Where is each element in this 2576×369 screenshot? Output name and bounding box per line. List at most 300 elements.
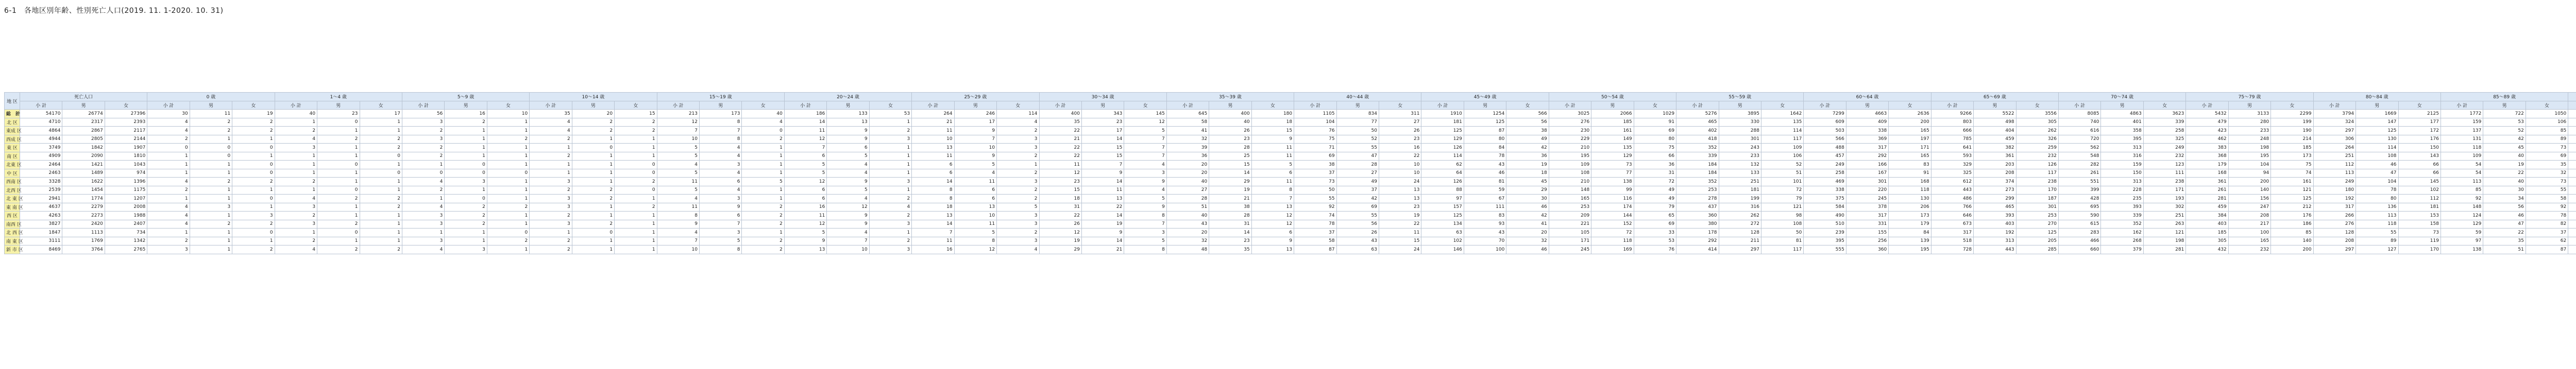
table-cell: 203	[1974, 161, 2016, 169]
table-cell: 361	[2186, 178, 2228, 186]
sub-header: 男	[62, 101, 105, 110]
table-cell: 5	[784, 169, 826, 178]
table-cell: 118	[1591, 237, 1634, 245]
table-cell: 78	[1464, 152, 1506, 161]
table-cell: 12	[1039, 229, 1081, 237]
table-cell: 2	[742, 135, 784, 144]
table-cell: 4	[742, 118, 784, 127]
table-cell: 35	[2483, 237, 2526, 245]
table-cell: 2	[232, 127, 275, 135]
table-cell: 187	[2016, 195, 2058, 203]
table-cell: 1	[869, 118, 911, 127]
table-cell: 316	[1719, 203, 1761, 212]
table-cell: 1	[360, 127, 402, 135]
table-cell: 720	[2059, 135, 2101, 144]
age-group-header: 75～79 歳	[2186, 93, 2313, 101]
age-group-header: 65～69 歳	[1931, 93, 2058, 101]
table-cell: 325	[1931, 169, 1973, 178]
table-cell: 2	[275, 212, 317, 220]
table-cell: 1	[360, 237, 402, 245]
table-cell: 4	[1124, 161, 1166, 169]
table-cell: 56	[402, 110, 444, 118]
table-cell: 73	[2398, 229, 2441, 237]
sub-header: 小 計	[1676, 101, 1719, 110]
table-cell: 13	[827, 118, 869, 127]
table-cell: 125	[1421, 212, 1464, 220]
table-cell: 1	[572, 178, 614, 186]
table-cell: 214	[2271, 135, 2313, 144]
table-cell: 55	[1294, 195, 1336, 203]
table-cell: 21	[1039, 135, 1081, 144]
table-cell: 20	[1166, 229, 1209, 237]
table-cell: 153	[2398, 212, 2441, 220]
table-cell: 2	[997, 169, 1039, 178]
table-cell: 612	[1931, 178, 1973, 186]
table-cell: 83	[1889, 161, 1931, 169]
table-cell: 19	[232, 110, 275, 118]
table-cell: 42	[1336, 195, 1379, 203]
table-cell: 80	[1464, 135, 1506, 144]
table-cell: 263	[2143, 220, 2185, 229]
table-cell: 104	[1294, 118, 1336, 127]
table-cell: 11	[912, 152, 954, 161]
table-cell: 264	[912, 110, 954, 118]
table-cell: 5	[827, 152, 869, 161]
district-name: 西成 区	[5, 135, 20, 144]
table-cell: 11	[657, 203, 699, 212]
table-cell: 40	[742, 110, 784, 118]
sub-header: 小 計	[2441, 101, 2483, 110]
district-name: 東成 区	[5, 127, 20, 135]
table-cell: 0	[190, 152, 232, 161]
table-cell: 131	[2441, 135, 2483, 144]
table-cell: 43	[1166, 220, 1209, 229]
table-cell: 1	[360, 161, 402, 169]
table-cell: 62	[1421, 161, 1464, 169]
table-cell: 70	[1464, 237, 1506, 245]
table-cell: 1	[869, 152, 911, 161]
table-cell: 81	[1464, 178, 1506, 186]
table-cell: 974	[105, 169, 147, 178]
table-cell: 195	[2228, 152, 2270, 161]
table-cell: 8085	[2059, 110, 2101, 118]
table-cell: 174	[1591, 203, 1634, 212]
table-cell: 2	[487, 237, 529, 245]
table-cell: 55	[1336, 212, 1379, 220]
table-cell: 66	[1634, 152, 1676, 161]
table-cell: 14	[912, 220, 954, 229]
table-cell: 1	[487, 152, 529, 161]
table-cell: 1	[742, 152, 784, 161]
table-cell: 235	[2101, 195, 2143, 203]
table-cell: 2	[530, 237, 572, 245]
table-cell: 12	[784, 178, 826, 186]
table-cell: 2	[615, 178, 657, 186]
table-cell: 121	[1761, 203, 1803, 212]
table-cell: 94	[2228, 169, 2270, 178]
table-cell: 89	[2526, 135, 2568, 144]
table-cell: 2539	[20, 186, 62, 195]
table-cell: 2	[615, 118, 657, 127]
table-cell: 184	[1676, 169, 1719, 178]
table-cell: 22	[1081, 203, 1124, 212]
table-cell: 3	[869, 245, 911, 254]
table-cell: 0	[232, 195, 275, 203]
table-cell: 165	[1889, 127, 1931, 135]
table-cell: 0	[317, 161, 360, 169]
sub-header: 男	[572, 101, 614, 110]
table-cell: 51	[1761, 169, 1803, 178]
table-cell: 75	[1294, 135, 1336, 144]
table-cell: 457	[1804, 152, 1846, 161]
table-cell: 4	[402, 178, 444, 186]
table-cell: 3	[530, 220, 572, 229]
table-cell: 92	[2441, 195, 2483, 203]
table-cell: 19	[1081, 220, 1124, 229]
table-cell: 2941	[20, 195, 62, 203]
sub-header: 男	[2228, 101, 2270, 110]
table-cell: 1	[360, 220, 402, 229]
table-cell: 87	[1464, 127, 1506, 135]
table-cell: 108	[2356, 152, 2398, 161]
table-cell: 1254	[1464, 110, 1506, 118]
table-cell: 205	[2016, 237, 2058, 245]
table-cell: 13	[912, 212, 954, 220]
table-cell: 2	[572, 220, 614, 229]
table-cell: 63	[1421, 229, 1464, 237]
table-cell: 1	[572, 135, 614, 144]
table-cell: 2	[275, 178, 317, 186]
table-cell: 1	[487, 186, 529, 195]
table-cell: 641	[1931, 144, 1973, 152]
table-cell: 1	[487, 127, 529, 135]
table-cell: 78	[2356, 186, 2398, 195]
table-cell: 6	[954, 186, 996, 195]
table-cell: 125	[1464, 118, 1506, 127]
table-cell: 65	[1634, 212, 1676, 220]
table-cell: 185	[2271, 144, 2313, 152]
table-cell: 51	[1166, 203, 1209, 212]
table-cell: 2	[232, 118, 275, 127]
table-cell: 29	[1039, 245, 1081, 254]
table-cell: 1	[190, 212, 232, 220]
table-cell: 193	[2143, 195, 2185, 203]
table-cell	[2568, 178, 2576, 186]
table-cell: 12	[1039, 169, 1081, 178]
table-cell: 4	[657, 195, 699, 203]
table-cell: 37	[1294, 229, 1336, 237]
table-cell: 1	[360, 186, 402, 195]
table-cell: 3	[530, 203, 572, 212]
table-cell: 9	[827, 127, 869, 135]
table-cell: 4	[827, 169, 869, 178]
table-cell: 1421	[62, 161, 105, 169]
table-cell: 1	[487, 195, 529, 203]
table-cell: 51	[2483, 245, 2526, 254]
table-cell: 266	[2313, 212, 2355, 220]
table-cell: 3	[869, 220, 911, 229]
table-cell: 1113	[62, 229, 105, 237]
table-cell: 1810	[105, 152, 147, 161]
table-cell: 101	[1761, 178, 1803, 186]
table-cell: 105	[1549, 229, 1591, 237]
table-cell: 395	[2101, 135, 2143, 144]
sub-header: 男	[827, 101, 869, 110]
table-cell: 200	[2271, 245, 2313, 254]
table-cell: 32	[1166, 135, 1209, 144]
table-cell: 2	[232, 178, 275, 186]
table-cell: 36	[1166, 152, 1209, 161]
table-cell: 766	[1931, 203, 1973, 212]
table-cell: 230	[1549, 127, 1591, 135]
table-cell: 785	[1931, 135, 1973, 144]
table-row	[5, 161, 2576, 169]
sub-header: 男	[1336, 101, 1379, 110]
table-cell: 1	[530, 144, 572, 152]
table-cell: 52	[1336, 135, 1379, 144]
table-cell: 0	[232, 169, 275, 178]
table-cell: 200	[1889, 118, 1931, 127]
table-cell: 15	[1081, 152, 1124, 161]
table-cell: 317	[2313, 203, 2355, 212]
table-cell: 1847	[20, 229, 62, 237]
table-cell: 27396	[105, 110, 147, 118]
table-cell: 590	[2059, 212, 2101, 220]
table-cell: 5	[657, 186, 699, 195]
table-cell: 616	[2059, 127, 2101, 135]
table-cell: 113	[2356, 212, 2398, 220]
table-cell: 128	[2313, 229, 2355, 237]
table-cell: 63	[1336, 245, 1379, 254]
table-cell: 22	[1039, 127, 1081, 135]
table-cell: 217	[2228, 220, 2270, 229]
table-cell: 19	[1506, 161, 1549, 169]
table-cell: 129	[1591, 152, 1634, 161]
table-cell: 1	[317, 169, 360, 178]
sub-header: 女	[487, 101, 529, 110]
table-cell: 16	[445, 110, 487, 118]
table-cell: 84	[1889, 229, 1931, 237]
table-cell: 305	[2186, 237, 2228, 245]
table-cell: 1	[275, 169, 317, 178]
table-cell: 87	[1294, 245, 1336, 254]
table-cell: 126	[1421, 144, 1464, 152]
table-cell: 23	[1379, 135, 1421, 144]
table-cell: 251	[2143, 212, 2185, 220]
table-cell: 14	[784, 118, 826, 127]
table-cell: 129	[2441, 220, 2483, 229]
table-cell: 280	[2228, 118, 2270, 127]
table-cell: 1	[615, 152, 657, 161]
table-cell: 208	[2313, 237, 2355, 245]
table-cell: 89	[2356, 237, 2398, 245]
table-cell: 2	[147, 186, 190, 195]
table-cell: 2	[360, 245, 402, 254]
table-cell: 13	[1379, 195, 1421, 203]
table-cell: 117	[1761, 135, 1803, 144]
sub-header: 女	[1634, 101, 1676, 110]
table-cell: 1	[869, 144, 911, 152]
table-cell	[2568, 245, 2576, 254]
table-cell: 566	[1804, 135, 1846, 144]
table-cell: 2420	[62, 220, 105, 229]
table-cell: 5	[1251, 161, 1294, 169]
table-cell: 170	[2398, 245, 2441, 254]
table-cell: 258	[1804, 169, 1846, 178]
table-cell: 262	[2016, 127, 2058, 135]
table-cell: 2	[997, 127, 1039, 135]
sub-header: 男	[317, 101, 360, 110]
table-cell: 1	[317, 203, 360, 212]
table-cell: 139	[1889, 237, 1931, 245]
table-cell: 1	[402, 195, 444, 203]
table-cell: 54170	[20, 110, 62, 118]
table-cell: 1050	[2526, 110, 2568, 118]
table-cell: 3895	[1719, 110, 1761, 118]
table-cell: 42	[1506, 144, 1549, 152]
age-group-header: 10～14 歳	[530, 93, 657, 101]
table-cell: 179	[1889, 220, 1931, 229]
table-cell: 4	[147, 212, 190, 220]
table-cell: 49	[1506, 135, 1549, 144]
table-cell: 3	[402, 135, 444, 144]
table-cell: 469	[1804, 178, 1846, 186]
table-cell: 56	[1336, 220, 1379, 229]
table-cell: 78	[2526, 212, 2568, 220]
table-cell: 4	[700, 152, 742, 161]
table-cell: 55	[2526, 186, 2568, 195]
table-cell: 173	[2271, 152, 2313, 161]
table-cell: 149	[1591, 135, 1634, 144]
table-cell: 40	[1209, 118, 1251, 127]
table-cell: 1	[317, 237, 360, 245]
table-cell: 46	[2483, 212, 2526, 220]
table-cell: 584	[1804, 203, 1846, 212]
table-cell: 13	[1081, 195, 1124, 203]
table-cell: 118	[1889, 186, 1931, 195]
table-cell: 2	[997, 186, 1039, 195]
table-cell: 165	[1549, 195, 1591, 203]
table-cell: 2	[530, 186, 572, 195]
table-cell: 1	[360, 118, 402, 127]
table-cell: 200	[2228, 178, 2270, 186]
table-cell: 256	[1846, 237, 1888, 245]
table-cell: 43	[1464, 161, 1506, 169]
table-cell	[2568, 237, 2576, 245]
table-cell: 9	[1251, 135, 1294, 144]
table-cell: 30	[147, 110, 190, 118]
table-cell: 108	[1549, 169, 1591, 178]
table-cell: 49	[1634, 195, 1676, 203]
table-cell: 8	[700, 118, 742, 127]
table-cell: 152	[1591, 220, 1634, 229]
table-cell: 15	[1081, 144, 1124, 152]
table-cell: 30	[1506, 195, 1549, 203]
table-cell: 2	[742, 203, 784, 212]
table-cell: 1	[360, 178, 402, 186]
age-group-header: 35～39 歳	[1166, 93, 1294, 101]
table-cell: 400	[1209, 110, 1251, 118]
table-cell: 4	[827, 195, 869, 203]
table-cell: 488	[1804, 144, 1846, 152]
table-cell: 14	[1209, 169, 1251, 178]
table-cell: 3	[997, 135, 1039, 144]
table-cell: 1	[572, 161, 614, 169]
table-cell: 52	[1761, 161, 1803, 169]
table-cell: 228	[2101, 186, 2143, 195]
table-cell: 198	[2143, 237, 2185, 245]
table-cell: 12	[784, 135, 826, 144]
district-name: 北 東 区	[5, 195, 20, 203]
table-cell: 100	[1464, 245, 1506, 254]
table-cell: 178	[1676, 229, 1719, 237]
sub-header: 男	[1081, 101, 1124, 110]
table-cell: 3794	[2313, 110, 2355, 118]
table-cell: 211	[1719, 237, 1761, 245]
table-cell: 660	[2059, 245, 2101, 254]
table-cell: 192	[2313, 195, 2355, 203]
table-cell: 3623	[2143, 110, 2185, 118]
table-cell: 2	[190, 118, 232, 127]
table-cell	[2568, 220, 2576, 229]
table-cell: 272	[1719, 220, 1761, 229]
table-cell: 276	[2313, 220, 2355, 229]
table-cell: 16	[912, 245, 954, 254]
table-cell: 1	[742, 161, 784, 169]
table-cell: 285	[2016, 245, 2058, 254]
table-cell: 6	[912, 169, 954, 178]
table-cell: 3	[997, 144, 1039, 152]
sub-header: 男	[1591, 101, 1634, 110]
sub-header: 女	[2016, 101, 2058, 110]
table-cell: 23	[1081, 118, 1124, 127]
table-cell: 3	[997, 237, 1039, 245]
table-cell: 38	[1294, 161, 1336, 169]
sub-header: 女	[232, 101, 275, 110]
table-cell: 2867	[62, 127, 105, 135]
table-row	[5, 144, 2576, 152]
table-cell: 4	[530, 118, 572, 127]
table-cell: 2	[869, 195, 911, 203]
table-cell: 9	[1081, 229, 1124, 237]
table-cell: 22	[1379, 152, 1421, 161]
table-cell: 1	[742, 229, 784, 237]
table-cell: 12	[657, 118, 699, 127]
table-cell: 7	[700, 127, 742, 135]
table-cell: 1	[487, 212, 529, 220]
table-cell: 80	[1634, 135, 1676, 144]
table-cell: 8	[657, 212, 699, 220]
table-cell: 548	[2059, 152, 2101, 161]
table-cell: 46	[1464, 169, 1506, 178]
table-cell: 111	[2143, 169, 2185, 178]
table-cell: 2	[445, 212, 487, 220]
table-cell: 246	[954, 110, 996, 118]
table-cell: 2273	[62, 212, 105, 220]
table-cell: 4909	[20, 152, 62, 161]
table-cell: 212	[2271, 203, 2313, 212]
table-cell: 3	[402, 237, 444, 245]
table-cell: 253	[1549, 203, 1591, 212]
table-cell: 555	[1804, 245, 1846, 254]
table-body	[5, 110, 2576, 254]
table-cell: 232	[2016, 152, 2058, 161]
sub-header: 男	[1209, 101, 1251, 110]
table-cell: 118	[2356, 220, 2398, 229]
table-cell: 4	[700, 169, 742, 178]
sub-header: 小 計	[275, 101, 317, 110]
table-cell: 53	[869, 110, 911, 118]
